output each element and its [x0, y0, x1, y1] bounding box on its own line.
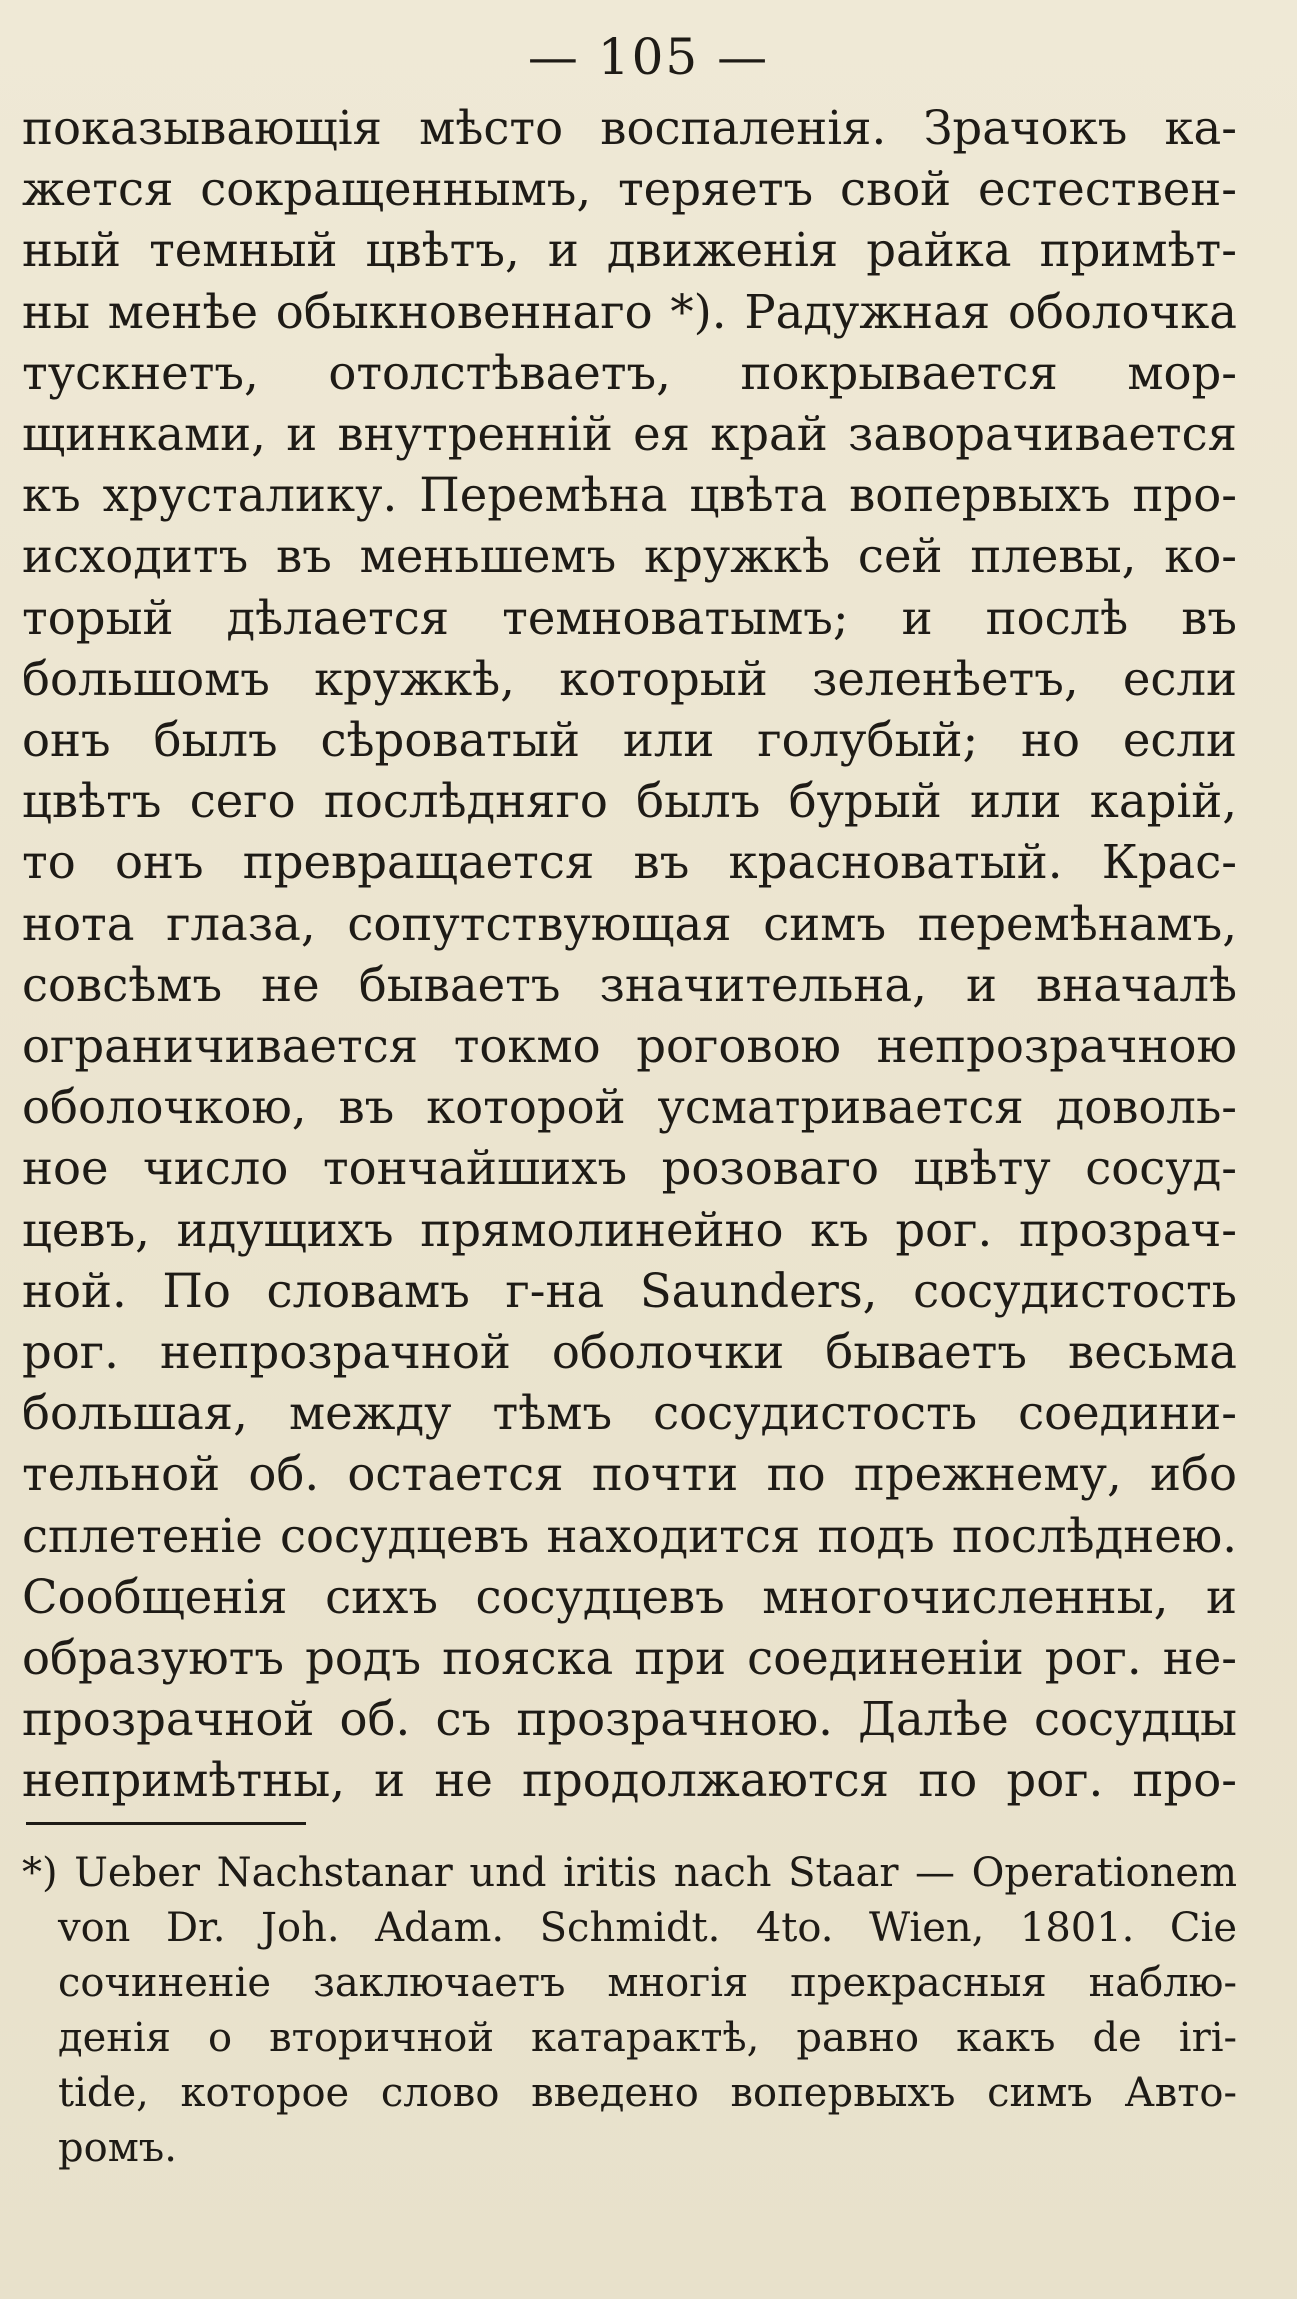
text-line: нота глаза, сопутствующая симъ перемѣнамъ, [22, 896, 1237, 951]
footnote [22, 1846, 1237, 2176]
text-line: непримѣтны, и не продолжаются по рог. про- [22, 1753, 1237, 1808]
text-line: ограничивается токмо роговою непрозрачною [22, 1019, 1237, 1074]
text-line: цвѣтъ сего послѣдняго былъ бурый или карій, [22, 774, 1237, 829]
text-line: ной. По словамъ г-на Saunders, сосудистость [22, 1263, 1237, 1318]
text-line: оболочкою, въ которой усматривается доволь- [22, 1080, 1237, 1135]
text-line: онъ былъ сѣроватый или голубый; но если [22, 713, 1237, 768]
text-line: большая, между тѣмъ сосудистость соедини- [22, 1386, 1237, 1441]
text-line: цевъ, идущихъ прямолинейно къ рог. прозрач- [22, 1202, 1237, 1257]
text-line: жется сокращеннымъ, теряетъ свой естествен- [22, 162, 1237, 217]
text-line: то онъ превращается въ красноватый. Крас- [22, 835, 1237, 890]
text-line: ное число тончайшихъ розоваго цвѣту сосуд- [22, 1141, 1237, 1196]
text-line: торый дѣлается темноватымъ; и послѣ въ [22, 590, 1237, 645]
footnote-line: *) Ueber Nachstanar und iritis nach Staar — Operationem [22, 1850, 1237, 1896]
text-line: рог. непрозрачной оболочки бываетъ весьма [22, 1325, 1237, 1380]
text-line: показывающія мѣсто воспаленія. Зрачокъ ка- [22, 101, 1237, 155]
text-line: щинками, и внутренній ея край заворачивается [22, 407, 1237, 462]
text-line: тускнетъ, отолстѣваетъ, покрывается мор- [22, 345, 1237, 400]
footnote-divider [26, 1822, 306, 1825]
main-text-body [22, 98, 1237, 1812]
footnote-line: денія о вторичной катарактѣ, равно какъ de iri- [58, 2015, 1237, 2061]
text-line: ны менѣе обыкновеннаго *). Радужная оболочка [22, 284, 1237, 339]
footnote-line: tide, которое слово введено вопервыхъ симъ Авто- [58, 2070, 1237, 2116]
footnote-line: сочиненіе заключаетъ многія прекрасныя наблю- [58, 1960, 1237, 2006]
text-line: сплетеніе сосудцевъ находится подъ послѣднею. [22, 1508, 1237, 1563]
text-line: исходитъ въ меньшемъ кружкѣ сей плевы, ко- [22, 529, 1237, 584]
page-number: — 105 — [527, 28, 770, 86]
text-line: большомъ кружкѣ, который зеленѣетъ, если [22, 651, 1237, 706]
text-line: Сообщенія сихъ сосудцевъ многочисленны, и [22, 1569, 1237, 1624]
text-line: прозрачной об. съ прозрачною. Далѣе сосудцы [22, 1692, 1237, 1747]
text-line: совсѣмъ не бываетъ значительна, и вначалѣ [22, 957, 1237, 1012]
footnote-line: ромъ. [58, 2125, 177, 2171]
text-line: образуютъ родъ пояска при соединеніи рог. не- [22, 1631, 1237, 1686]
footnote-line: von Dr. Joh. Adam. Schmidt. 4to. Wien, 1801. Сіе [58, 1905, 1237, 1951]
text-line: тельной об. остается почти по прежнему, ибо [22, 1447, 1237, 1502]
text-line: къ хрусталику. Перемѣна цвѣта вопервыхъ про- [22, 468, 1237, 523]
text-line: ный темный цвѣтъ, и движенія райка примѣт- [22, 223, 1237, 278]
